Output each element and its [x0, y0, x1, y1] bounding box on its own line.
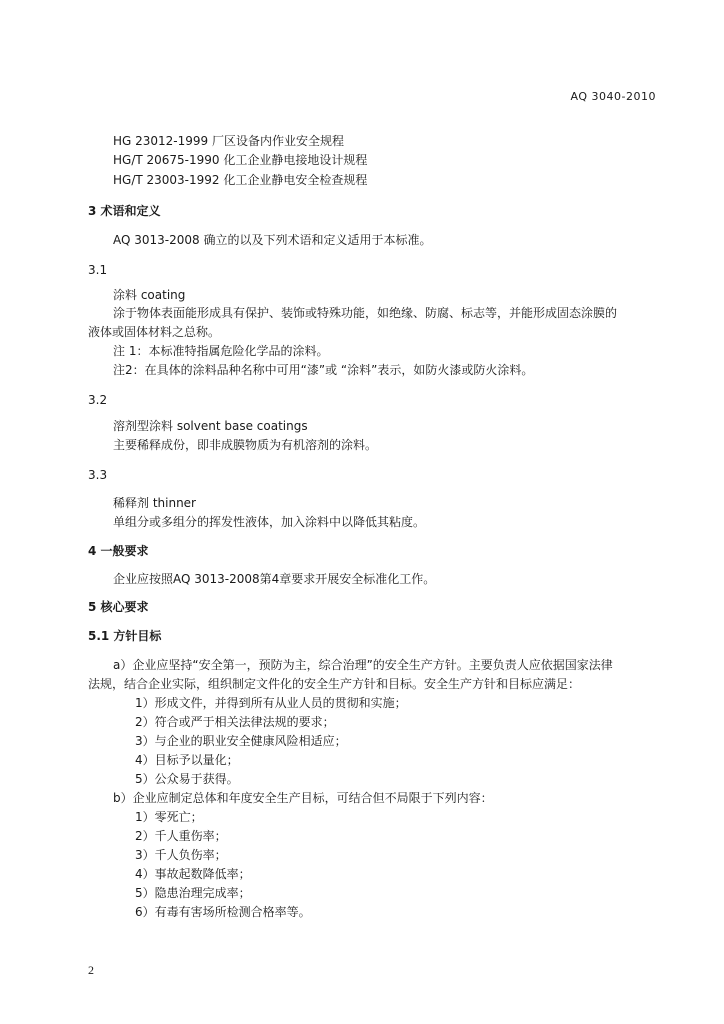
term-3-3-definition: 单组分或多组分的挥发性液体，加入涂料中以降低其粘度。 [113, 515, 426, 529]
term-3-2-definition: 主要稀释成份，即非成膜物质为有机溶剂的涂料。 [113, 438, 378, 452]
list-item: 2）千人重伤率； [135, 829, 227, 843]
list-item: 4）事故起数降低率； [135, 867, 251, 881]
list-item: 1）零死亡； [135, 810, 203, 824]
section-4-text: 企业应按照AQ 3013-2008第4章要求开展安全标准化工作。 [113, 572, 436, 586]
item-a-text-cont: 法规，结合企业实际，组织制定文件化的安全生产方针和目标。安全生产方针和目标应满足： [88, 677, 581, 691]
item-a-text: a）企业应坚持“安全第一，预防为主，综合治理”的安全生产方针。主要负责人应依据国家法律 [113, 658, 613, 672]
term-3-3-number: 3.3 [88, 468, 108, 482]
reference-item: HG/T 20675-1990 化工企业静电接地设计规程 [113, 153, 368, 167]
document-code-header: AQ 3040-2010 [570, 90, 656, 103]
term-3-2-number: 3.2 [88, 393, 108, 407]
section-4-heading: 4 一般要求 [88, 544, 149, 558]
section-3-heading: 3 术语和定义 [88, 204, 161, 218]
section-5-heading: 5 核心要求 [88, 600, 149, 614]
term-3-1-title: 涂料 coating [113, 288, 186, 302]
term-3-1-number: 3.1 [88, 263, 108, 277]
list-item: 3）千人负伤率； [135, 848, 227, 862]
term-3-2-title: 溶剂型涂料 solvent base coatings [113, 419, 308, 433]
reference-item: HG/T 23003-1992 化工企业静电安全检查规程 [113, 173, 368, 187]
item-b-text: b）企业应制定总体和年度安全生产目标，可结合但不局限于下列内容： [113, 791, 493, 805]
list-item: 3）与企业的职业安全健康风险相适应； [135, 734, 347, 748]
term-3-1-note-2: 注2：在具体的涂料品种名称中可用“漆”或 “涂料”表示，如防火漆或防火涂料。 [113, 363, 534, 377]
header-rule [88, 107, 656, 108]
page-number: 2 [88, 963, 94, 977]
section-3-intro: AQ 3013-2008 确立的以及下列术语和定义适用于本标准。 [113, 233, 432, 247]
term-3-1-definition-cont: 液体或固体材料之总称。 [88, 325, 221, 339]
list-item: 2）符合或严于相关法律法规的要求； [135, 715, 335, 729]
list-item: 1）形成文件，并得到所有从业人员的贯彻和实施； [135, 696, 407, 710]
term-3-1-note-1: 注 1：本标准特指属危险化学品的涂料。 [113, 344, 329, 358]
reference-item: HG 23012-1999 厂区设备内作业安全规程 [113, 134, 344, 148]
term-3-1-definition: 涂于物体表面能形成具有保护、装饰或特殊功能，如绝缘、防腐、标志等，并能形成固态涂膜的 [113, 306, 618, 320]
term-3-3-title: 稀释剂 thinner [113, 496, 196, 510]
list-item: 5）公众易于获得。 [135, 772, 239, 786]
list-item: 6）有毒有害场所检测合格率等。 [135, 905, 311, 919]
list-item: 4）目标予以量化； [135, 753, 239, 767]
list-item: 5）隐患治理完成率； [135, 886, 251, 900]
section-5-1-heading: 5.1 方针目标 [88, 629, 162, 643]
